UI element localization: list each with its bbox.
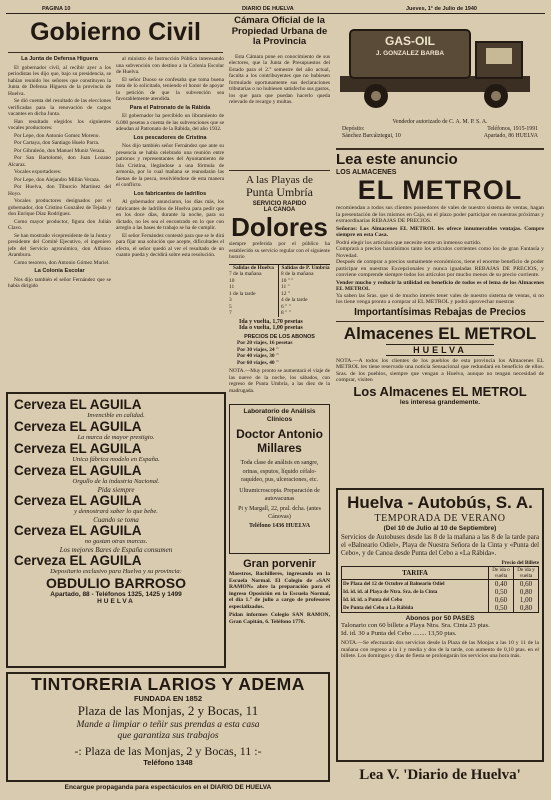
footer-lea: Lea V. 'Diario de Huelva' xyxy=(359,767,521,783)
paragraph: Como tesorero, don Antonio Gómez Muriel. xyxy=(14,259,110,266)
paragraph: al ministro de Instrucción Pública interesando una subvención con destino a la Colonia Escolar de Huelva. xyxy=(116,56,224,75)
truck-window xyxy=(486,48,512,64)
subhead-pescadores: Los pescadores de Cristina xyxy=(133,134,207,141)
schedule-row: 12 " xyxy=(281,290,290,297)
price-cell: 0,60 xyxy=(489,596,514,604)
tintoreria-title: TINTORERIA LARIOS Y ADEMA xyxy=(31,674,305,694)
metrol-p1: recomiendan a todos sus clientes poseedores de vales de nuestro sistema de ventas, hagan la presentación de los mismos en Caja, en el plazo poder participar en nuestras próximas y extraordinarias REBAJAS DE PRECIOS. xyxy=(336,205,544,224)
schedule-row: 10 xyxy=(229,277,235,284)
dolores-line3: SERVICIO RAPIDO xyxy=(252,201,307,207)
autobus-dates: (Del 10 de Julio al 10 de Septiembre) xyxy=(383,525,497,532)
subhead-junta: La Junta de Defensa Higuera xyxy=(21,56,98,62)
price-cell: 0,80 xyxy=(519,588,533,596)
aguila-sub: Orgullo de la industria Nacional. xyxy=(72,478,160,485)
paragraph: Han resultado elegidos los siguientes vocales productores: xyxy=(8,118,111,131)
col-header: De ida o vuelta xyxy=(489,567,514,580)
schedule-row: 7 xyxy=(229,310,232,316)
gasoil-caption: Vendedor autorizado de C. A. M. P. S. A. xyxy=(392,119,488,125)
metrol-rebajas: Importantísimas Rebajas de Precios xyxy=(354,306,526,318)
gasoil-deposit: Depósito: xyxy=(342,125,365,132)
porvenir-title: Gran porvenir xyxy=(243,558,316,570)
table-row xyxy=(342,596,539,604)
price-oneway: Ida o vuelta, 1,00 pesetas xyxy=(239,325,303,331)
aguila-row: Cerveza EL AGUILA xyxy=(14,419,142,434)
gobierno-title: Gobierno Civil xyxy=(30,18,201,46)
metrol-lead: Lea este anuncio xyxy=(336,151,458,168)
metrol-alm3: Los Almacenes EL METROL xyxy=(353,383,527,399)
price-cell: 1,00 xyxy=(519,596,533,604)
paragraph: El señor Fernández contestó para que se le dirá para fijar una solución que acepte, dificultades el efecto, el señor quedó al ver el resultado de un cuanto pueda y decidirá sobre esta resolución. xyxy=(116,232,224,258)
tarifa-label: TARIFA xyxy=(342,567,489,580)
abono-row: Por 20 viajes, 16 pesetas xyxy=(237,340,293,346)
dolores-line1: A las Playas de xyxy=(246,174,313,186)
schedule-row: 4 de la tarde xyxy=(281,297,308,303)
aguila-sub: Los mejores Bares de España consumen xyxy=(59,546,173,554)
paragraph: Por Lepe, don Antonio Gomez Moreno. xyxy=(14,132,100,139)
dolores-note: NOTA.—Muy pronto se aumentará el viaje de las nueve de la noche, los sábados, con regreso de Punta Umbría, a las diez de la madrugada. xyxy=(229,368,330,394)
camara-article xyxy=(229,16,330,166)
price-cell: 0,40 xyxy=(489,580,514,589)
footer-propaganda: Encargue propaganda para espectáculos en el DIARIO DE HUELVA xyxy=(64,784,272,791)
table-row xyxy=(342,580,539,589)
metrol-p7: Ya saben las Sras. que si de mucho interés tener vales de nuestro sistema de ventas, si no los tiene venga pronto a comprar al EL METROL y podrá aprovechar nuestras xyxy=(336,292,544,305)
gasoil-phone: Teléfonos, 1915-1991 xyxy=(487,125,538,132)
aguila-row: Cerveza EL AGUILA xyxy=(14,463,142,478)
page-header xyxy=(6,4,545,14)
autobus-nota: NOTA.—Se efectuarán dos servicios desde la Plaza de las Monjas a las 10 y 11 de la mañana con regreso a la 1 y media y dos de la tarde, con aumento de 0,10 ptas. en el billete. Los domingos y días de fiesta se prolongarán los servicios una hora más. xyxy=(341,640,539,659)
col-header: De ida y vuelta xyxy=(517,567,535,579)
table-row xyxy=(342,604,539,613)
lab-specialties: Toda clase de análisis en sangre, orinas, esputos, líquido céfalo-raquídeo, pus, ulceraciones, etc. xyxy=(240,460,319,483)
paragraph: Vocales productores designados por el gobernador, don Cristino González de Tejada y don Enrique Díaz Rodríguez. xyxy=(8,198,111,217)
tintoreria-address: -: Plaza de las Monjas, 2 y Bocas, 11 :- xyxy=(74,744,262,758)
paper-name: DIARIO DE HUELVA xyxy=(242,6,294,12)
tintoreria-founded: FUNDADA EN 1852 xyxy=(133,694,203,703)
aguila-row: Cerveza EL AGUILA xyxy=(14,553,142,568)
truck-illustration xyxy=(336,16,544,112)
divider xyxy=(229,170,330,171)
divider xyxy=(336,321,544,322)
schedule-row: 7 de la mañana xyxy=(229,271,262,277)
lab-ad xyxy=(229,404,330,554)
aguila-sub: Pida siempre xyxy=(97,486,135,494)
aguila-row: Cerveza EL AGUILA xyxy=(14,441,142,456)
aguila-depositary: OBDULIO BARROSO xyxy=(46,575,186,591)
aguila-sub: no gustan otras marcas. xyxy=(84,538,148,545)
gobierno-col1 xyxy=(8,56,111,388)
schedule-row: 11 " xyxy=(281,284,290,290)
precio-header: Precio del Billete xyxy=(501,560,539,566)
aguila-sub: La marca de mayor prestigio. xyxy=(77,434,155,441)
dolores-desc: siempre preferida por el público ha establecido su servicio regular con el siguiente horario xyxy=(229,241,330,260)
gobierno-title-wrap xyxy=(8,16,223,50)
metrol-ad xyxy=(336,151,544,481)
aguila-row: Cerveza EL AGUILA xyxy=(14,523,142,538)
autobus-title: Huelva - Autobús, S. A. xyxy=(347,493,533,512)
aguila-sub: y demostrará saber lo que bebe. xyxy=(74,508,158,515)
schedule-header-umbria: Salidas de P. Umbría xyxy=(281,264,330,271)
abono-row: Por 30 viajes, 24 " xyxy=(237,346,279,353)
metrol-p6: Vender mucho y reducir la utilidad en beneficio de todos es el lema de los Almacenes EL METROL xyxy=(336,279,544,292)
paragraph: El gobernador ha percibido un libramiento de 6.000 pesetas a cuenta de las subvenciones que se adeudan al Patronato de la Rábida, del año 1932. xyxy=(116,113,224,132)
route-cell: Id. id. id. al Playa de Ntra. Sra. de la Cinta xyxy=(342,588,489,596)
lab-title: Laboratorio de Análisis Clínicos xyxy=(243,408,316,423)
paragraph: Como mayor productor, figura don Julián Clavo. xyxy=(8,218,111,231)
tintoreria-ad xyxy=(6,672,330,782)
abono-line: Talonario con 60 billete a Playa Ntra. Sra. Cinta 23 ptas. xyxy=(341,622,490,629)
lab-address: Pi y Margall, 22, pral. dcha. (antes Cánovas) xyxy=(238,505,321,520)
metrol-nota: NOTA.—A todos los clientes de los pueblos de esta provincia los Almacenes EL METROL les tiene reservado una noticia Sensacional que redundará en beneficio de ellos. Sras. de los pueblos, siempre que vengan a Huelva, aunque no tengan necesidad de comprar, visiten xyxy=(336,357,544,383)
schedule-row: 8 " " xyxy=(281,310,291,316)
camara-title: Cámara Oficial de la Propiedad Urbana de la Provincia xyxy=(231,16,328,47)
price-roundtrip: Ida y vuelta, 1,70 pesetas xyxy=(239,318,303,325)
metrol-almacenes: LOS ALMACENES xyxy=(336,169,397,176)
autobus-temporada: TEMPORADA DE VERANO xyxy=(374,513,506,524)
divider xyxy=(8,52,223,53)
metrol-name: EL METROL xyxy=(357,175,523,205)
route-cell: De Plaza del 12 de Octubre al Balneario Odiel xyxy=(342,580,489,589)
schedule-row: 3 xyxy=(229,297,232,303)
route-cell: Id. id. id. a Punta del Cebo xyxy=(342,596,489,604)
aguila-sub: Invencible en calidad. xyxy=(87,412,145,419)
paragraph: Esta Cámara pone en conocimiento de sus electores, que la Junta de Presupuestos del Estado para el 2.° semestre del año actual, faculta a los contribuyentes que no hubiesen formulado oportunamente sus declaraciones tributarias o no hubiesen satisfecho sus gastos, los que para que puedan hacerlo queda relevado de recargo y multas. xyxy=(229,53,330,105)
gasoil-apartado: Apartado, 86 HUELVA xyxy=(483,132,538,139)
divider xyxy=(336,148,544,150)
header-date: Jueves, 1° de Julio de 1940 xyxy=(406,6,477,12)
paragraph: Se han mostrado vicepresidente de la Junta y presidente del Comité Ejecutivo, el ingeniero jefe del Servicio agronómico, don Alfonso Aramburu. xyxy=(8,232,111,258)
lab-phone: Teléfono 1436 HUELVA xyxy=(248,522,311,529)
porvenir-ad xyxy=(229,558,330,664)
aguila-row: Cerveza EL AGUILA xyxy=(14,493,142,508)
abonos-header: PRECIOS DE LOS ABONOS xyxy=(244,333,315,340)
abono-row: Por 40 viajes, 30 " xyxy=(237,353,279,359)
paragraph: Por Cartaya, don Santiago Huelo Parra. xyxy=(14,140,100,146)
autobus-text: Servicios de Autobuses desde las 8 de la mañana a las 8 de la tarde para el «Balneario Odiel», Playa de Nuestra Señora de la Cinta y «Punta del Cebo», y de Canoa desde Punta del Cebo a «La Rábida». xyxy=(341,534,539,557)
aguila-ad xyxy=(6,392,226,668)
aguila-sub: Unica fábrica modelo en España. xyxy=(72,456,160,463)
schedule-row: 8 de la mañana xyxy=(281,271,314,277)
aguila-row: Cerveza EL AGUILA xyxy=(14,397,142,412)
abono-line: Id. id. 30 a Punta del Cebo ........ 13,50 ptas. xyxy=(341,630,457,637)
dolores-ad xyxy=(229,174,330,400)
tintoreria-place: Plaza de las Monjas, 2 y Bocas, 11 xyxy=(77,703,259,718)
tintoreria-phone: Teléfono 1348 xyxy=(143,758,193,767)
paragraph: Vocales exportadores: xyxy=(14,169,62,175)
porvenir-info: Pidan informes Colegio SAN RAMON, Gran Capitán, 6. Teléfono 1776. xyxy=(229,612,330,625)
dolores-schedule xyxy=(229,264,330,317)
dolores-line4: LA CANOA xyxy=(263,207,296,213)
paragraph: Por Gibraleón, don Manuel Muniz Veraza. xyxy=(14,147,106,154)
aguila-sub: Cuando se toma xyxy=(93,516,139,524)
page-number: PAGINA 10 xyxy=(42,6,71,12)
gasoil-company: J. GONZALEZ BARBA xyxy=(375,50,445,57)
metrol-interes: les interesa grandemente. xyxy=(399,398,481,406)
schedule-row: 11 xyxy=(229,284,235,290)
tintoreria-slogan2: que garantiza sus trabajos xyxy=(117,731,219,741)
paragraph: Se dió cuenta del resultado de las elecciones verificadas para la renovación de cargos vacantes en dicha Junta. xyxy=(8,98,111,117)
paragraph: Nos dijo también el señor Fernández que se había dirigido xyxy=(8,276,111,289)
porvenir-text: Maestros, Bachilleres, ingresando en la Escuela Normal. El Colegio de «SAN RAMON» abre la preparación para el ingreso Oposición en la Escuela Normal, el día 1.° de julio a cargo de profesores especializados. xyxy=(229,571,330,610)
aguila-city: HUELVA xyxy=(97,598,135,605)
lab-ultra: Ultramicroscopia. Preparación de autovacunas xyxy=(239,487,320,502)
price-cell: 0,50 xyxy=(489,588,514,596)
paragraph: Por San Bartolomé, don Juan Lozano Alcaraz. xyxy=(8,155,111,168)
paragraph: Al gobernador anunciaron, los días más, los fabricantes de ladrillos de Huelva para pedir que en los doce días, durante la noche, para su dictado, no les sea el encontrado en lo que con arreglo a las bases de trabajo se ha de cumplir. xyxy=(116,199,224,231)
metrol-p3: Podrá elegir los artículos que necesite entre un inmenso surtido. xyxy=(336,239,482,246)
gasoil-ad xyxy=(336,16,544,140)
tintoreria-slogan1: Mande a limpiar o teñir sus prendas a esta casa xyxy=(76,720,260,730)
paragraph: El gobernador civil, al recibir ayer a los periodistas les dijo que, bajo su presidencia, se habían reunido los señores que constituyen la Junta de Defensa Higuera de la provincia de Huelva. xyxy=(8,64,111,97)
price-cell: 0,60 xyxy=(514,580,539,589)
metrol-alm2: Almacenes EL METROL xyxy=(343,323,537,343)
price-cell: 0,80 xyxy=(519,604,533,612)
schedule-row: 10 " " xyxy=(281,277,294,284)
metrol-p4: Comprará a precios baratísimos tanto los artículos corrientes como los de gran Fantasía y Novedad. xyxy=(336,246,544,259)
paragraph: Nos dijo también señor Fernández que ante su presencia se había celebrado una reunión entre patronos y representantes del Ayuntamiento de Isla Cristina, llegándose a una fórmula de armonía, por lo cual mañana se reanudarán las faenas de la pesca, resolviéndose de esta manera el conflicto. xyxy=(116,143,224,188)
aguila-address: Apartado, 88 - Teléfonos 1325, 1425 y 1499 xyxy=(50,591,182,598)
subhead-rabida: Para el Patronato de la Rábida xyxy=(129,104,211,111)
metrol-huelva: HUELVA xyxy=(386,344,494,356)
aguila-sub: Depositario exclusivo para Huelva y su provincia: xyxy=(50,568,182,575)
table-row xyxy=(342,588,539,596)
schedule-row: 6 " " xyxy=(281,303,291,310)
metrol-p5: Después de comprar a precios sumamente económicos, tiene el enorme beneficio de poder participar en nuestras Excepcionales y nunca igualadas REBAJAS DE PRECIOS, y conviene comprende siempre todos los artículos por mucho menos de su precio corriente. xyxy=(336,259,544,278)
paragraph: El señor Duoso se confesaba que toma buena nota de lo solicitado, teniendo el honor de apoyar la petición de que la subvención sea favorablemente atendida. xyxy=(116,76,224,102)
dolores-line2: Punta Umbría xyxy=(246,185,313,199)
schedule-row: 1 de la tarde xyxy=(229,290,256,297)
tarifa-table xyxy=(341,566,539,613)
schedule-row: 5 xyxy=(229,303,232,310)
route-cell: De Punta del Cebo a La Rábida xyxy=(342,604,489,613)
paragraph: Por Huelva, don Tiburcio Martinez del Hoyo. xyxy=(8,184,111,197)
subhead-ladrillos: Los fabricantes de ladrillos xyxy=(133,190,207,197)
subhead-colonia: La Colonia Escolar xyxy=(34,268,85,274)
gobierno-col2 xyxy=(116,56,224,388)
dolores-name: Dolores xyxy=(231,212,328,242)
abono-row: Por 60 viajes, 40 " xyxy=(237,359,279,366)
gasoil-address: Sánchez Barcáiztegui, 10 xyxy=(342,132,401,139)
lab-doctor: Doctor Antonio Millares xyxy=(236,427,323,455)
abonos-title: Abonos por 50 PASES xyxy=(405,615,475,622)
metrol-p2: Señoras: Los Almacenes EL METROL les ofrece innumerables ventajas. Compre siempre en esta Casa. xyxy=(336,225,544,238)
price-cell: 0,50 xyxy=(489,604,514,613)
autobus-ad xyxy=(336,488,544,762)
gasoil-brand: GAS-OIL xyxy=(385,34,435,48)
paragraph: Por Lepe, don Alejandro Millán Veraza. xyxy=(14,176,100,183)
schedule-header-huelva: Salidas de Huelva xyxy=(232,264,275,271)
